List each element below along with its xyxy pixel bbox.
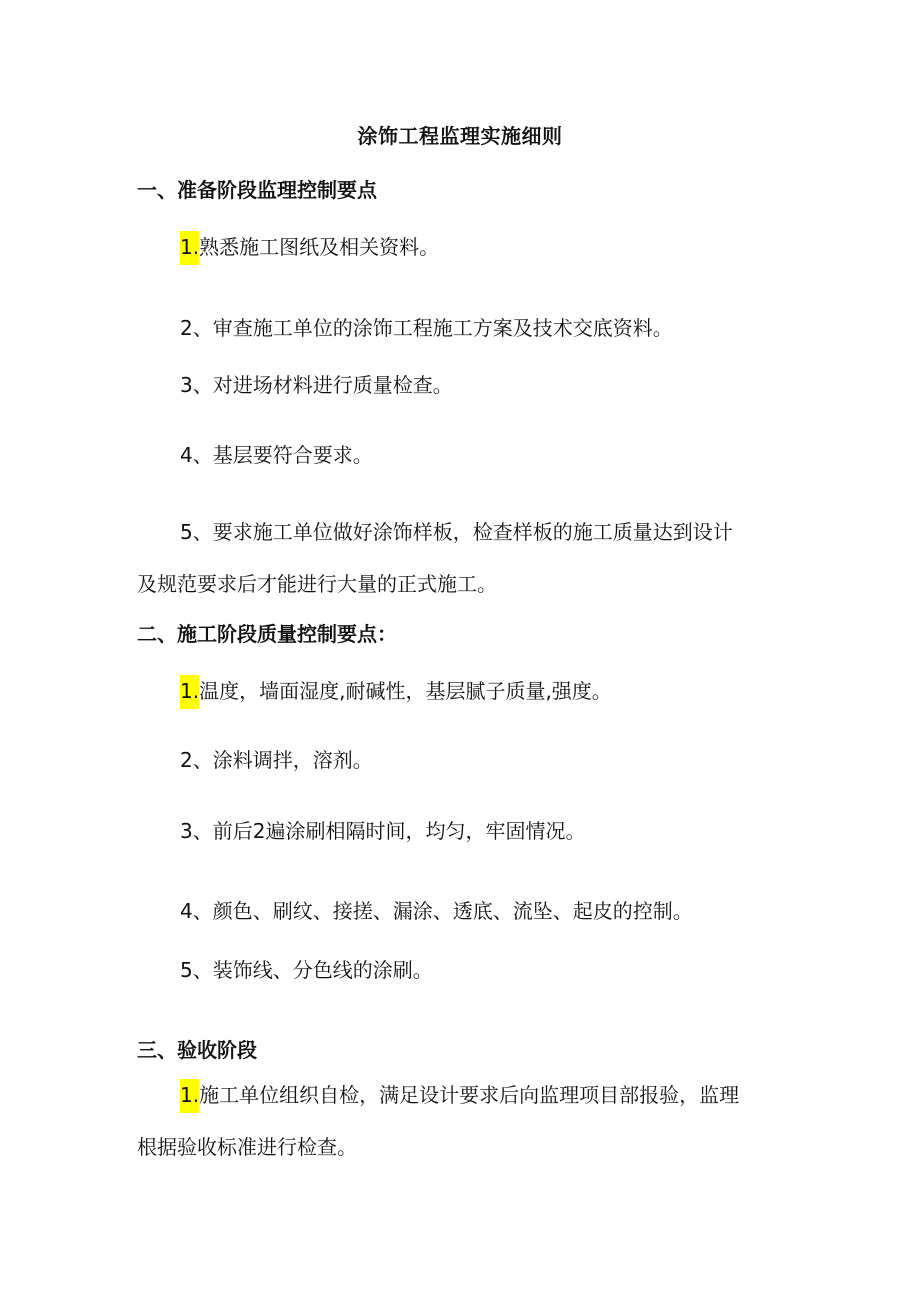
item-number: 5、 (180, 520, 213, 544)
highlighted-number: 1. (180, 231, 199, 265)
item-text: 前后2遍涂刷相隔时间，均匀，牢固情况。 (212, 819, 586, 843)
item-text: 涂料调拌，溶剂。 (212, 748, 373, 772)
item-text: 对进场材料进行质量检查。 (212, 373, 453, 397)
section-heading: 三、验收阶段 (137, 1038, 257, 1062)
list-item (180, 815, 585, 844)
list-item (180, 744, 373, 773)
item-number: 5、 (180, 958, 213, 982)
document-title: 涂饰工程监理实施细则 (357, 124, 563, 148)
list-item (180, 312, 673, 341)
item-text: 装饰线、分色线的涂刷。 (212, 958, 433, 982)
section-heading: 一、准备阶段监理控制要点 (137, 178, 377, 202)
item-number: 3、 (180, 819, 213, 843)
item-text: 基层要符合要求。 (212, 443, 373, 467)
item-text-continuation: 及规范要求后才能进行大量的正式施工。 (137, 572, 497, 596)
highlighted-number: 1. (180, 675, 199, 709)
item-text: 要求施工单位做好涂饰样板，检查样板的施工质量达到设计 (212, 520, 733, 544)
section-heading: 二、施工阶段质量控制要点： (137, 622, 397, 646)
list-item (180, 369, 453, 398)
list-item (180, 439, 373, 468)
item-text-continuation: 根据验收标准进行检查。 (137, 1135, 357, 1159)
item-text: 审查施工单位的涂饰工程施工方案及技术交底资料。 (212, 316, 673, 340)
item-text: 温度，墙面湿度,耐碱性，基层腻子质量,强度。 (199, 679, 612, 703)
list-item (180, 231, 439, 260)
item-number: 2、 (180, 316, 213, 340)
list-item (180, 675, 612, 704)
item-text: 颜色、刷纹、接搓、漏涂、透底、流坠、起皮的控制。 (212, 899, 693, 923)
item-number: 4、 (180, 443, 213, 467)
item-number: 2、 (180, 748, 213, 772)
item-text: 熟悉施工图纸及相关资料。 (199, 235, 440, 259)
list-item (137, 1069, 780, 1173)
list-item (137, 506, 780, 610)
item-number: 4、 (180, 899, 213, 923)
item-number: 3、 (180, 373, 213, 397)
highlighted-number: 1. (180, 1079, 199, 1113)
list-item (180, 954, 433, 983)
item-text: 施工单位组织自检，满足设计要求后向监理项目部报验，监理 (199, 1083, 740, 1107)
list-item (180, 895, 693, 924)
